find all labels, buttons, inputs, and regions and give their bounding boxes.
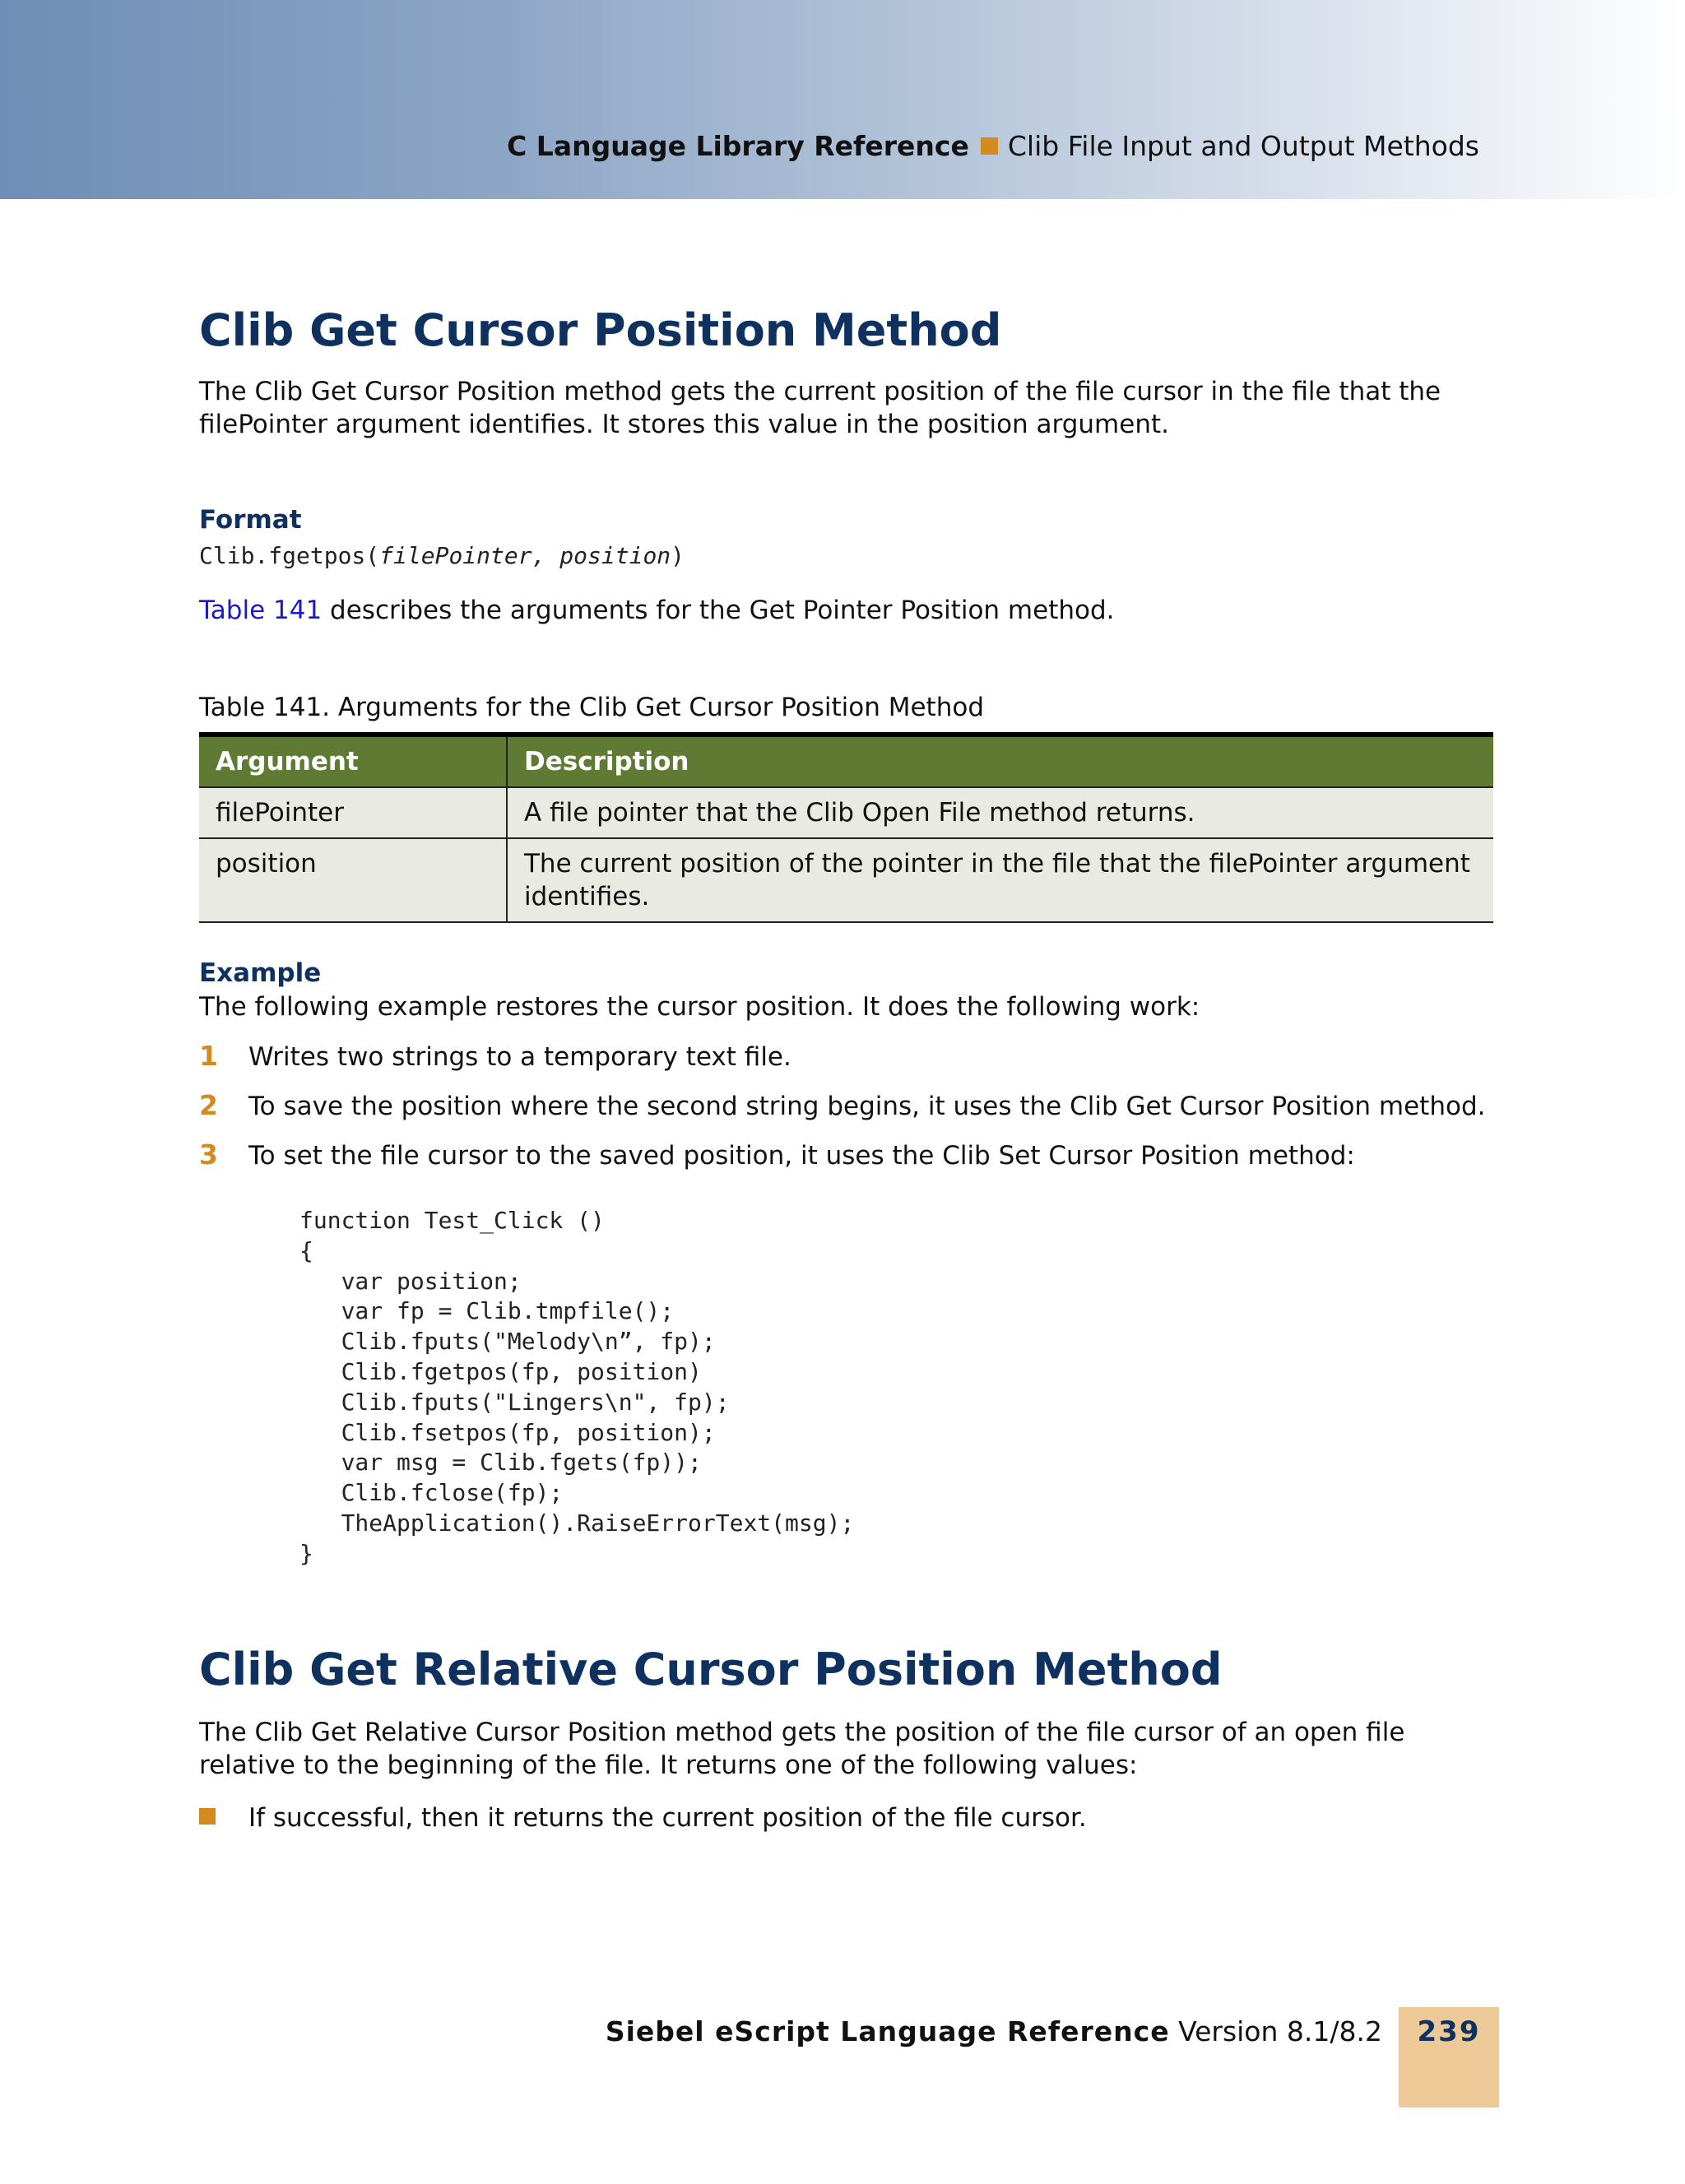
section1-intro: The Clib Get Cursor Position method gets the current position of the file cursor in the file that the filePointer argument identifies. It stores this value in the position argument. bbox=[199, 377, 1441, 439]
step-number: 1 bbox=[199, 1040, 218, 1072]
list-item bbox=[199, 1040, 791, 1073]
list-item bbox=[199, 1089, 1486, 1123]
footer-version: Version 8.1/8.2 bbox=[1169, 2015, 1382, 2047]
section-title-get-relative-cursor-position: Clib Get Relative Cursor Position Method bbox=[199, 1644, 1223, 1695]
list-item bbox=[199, 1138, 1355, 1172]
format-code bbox=[199, 540, 1507, 573]
footer-book-title: Siebel eScript Language Reference bbox=[605, 2015, 1170, 2047]
arguments-table bbox=[199, 732, 1493, 923]
format-code-suffix: ) bbox=[671, 542, 685, 569]
header-band bbox=[0, 0, 1685, 199]
table-141-link[interactable]: Table 141 bbox=[199, 596, 323, 625]
table-cell-argument: position bbox=[199, 838, 507, 922]
table-cell-argument: filePointer bbox=[199, 787, 507, 838]
table-cell-description: A file pointer that the Clib Open File method returns. bbox=[507, 787, 1493, 838]
table-row bbox=[199, 838, 1493, 922]
step-text: Writes two strings to a temporary text file. bbox=[248, 1042, 791, 1072]
example-heading: Example bbox=[199, 958, 322, 988]
step-number: 2 bbox=[199, 1089, 218, 1121]
page-number-box bbox=[1399, 2007, 1499, 2107]
table-header-argument: Argument bbox=[199, 735, 507, 787]
running-head bbox=[507, 130, 1479, 163]
page-number: 239 bbox=[1417, 2015, 1481, 2048]
table-cell-description: The current position of the pointer in the file that the filePointer argument identifies. bbox=[507, 838, 1493, 922]
step-text: To set the file cursor to the saved position, it uses the Clib Set Cursor Position method: bbox=[248, 1141, 1355, 1171]
section-title-get-cursor-position: Clib Get Cursor Position Method bbox=[199, 304, 1002, 356]
separator-square-icon bbox=[981, 137, 998, 155]
step-text: To save the position where the second string begins, it uses the Clib Get Cursor Position method. bbox=[248, 1092, 1486, 1121]
footer bbox=[606, 2015, 1382, 2048]
step-number: 3 bbox=[199, 1138, 218, 1171]
table-reference-sentence bbox=[199, 594, 1507, 627]
list-item bbox=[199, 1801, 1087, 1834]
example-code-block: function Test_Click () { var position; var fp = Clib.tmpfile(); Clib.fputs("Melody\n”, fp); Clib.fgetpos(fp, position) Clib.fputs("Lingers\n", fp); Clib.fsetpos(fp, position); var msg = Clib.fgets(fp)); Clib.fclose(fp); TheApplication().RaiseErrorText(msg); } bbox=[299, 1207, 855, 1567]
table-header-description: Description bbox=[507, 735, 1493, 787]
format-heading: Format bbox=[199, 505, 302, 535]
running-head-chapter: C Language Library Reference bbox=[507, 130, 969, 162]
format-code-prefix: Clib.fgetpos( bbox=[199, 542, 380, 569]
format-code-args: filePointer, position bbox=[379, 542, 671, 569]
section2-intro: The Clib Get Relative Cursor Position method gets the position of the file cursor of an open file relative to the beginning of the file. It returns one of the following values: bbox=[199, 1718, 1405, 1780]
bullet-square-icon bbox=[199, 1808, 216, 1825]
bullet-text: If successful, then it returns the current position of the file cursor. bbox=[248, 1803, 1087, 1833]
table-caption: Table 141. Arguments for the Clib Get Cursor Position Method bbox=[199, 693, 984, 722]
table-row bbox=[199, 787, 1493, 838]
table-reference-text: describes the arguments for the Get Pointer Position method. bbox=[322, 596, 1115, 625]
example-intro: The following example restores the cursor position. It does the following work: bbox=[199, 992, 1200, 1022]
table-header-row bbox=[199, 735, 1493, 787]
running-head-section: Clib File Input and Output Methods bbox=[1007, 130, 1479, 162]
